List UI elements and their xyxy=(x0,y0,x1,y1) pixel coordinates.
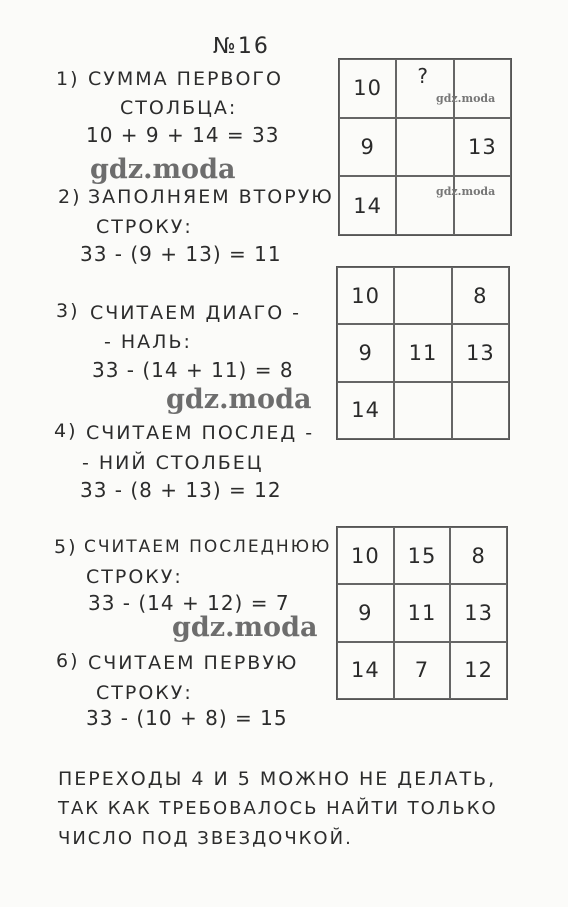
grid-1-cell-r1c2 xyxy=(396,59,453,118)
step-6-formula: 33 - (10 + 8) = 15 xyxy=(86,706,288,730)
step-1-formula: 10 + 9 + 14 = 33 xyxy=(86,123,280,147)
step-6-line-1: СЧИТАЕМ ПЕРВУЮ xyxy=(88,652,299,674)
grid-3-cell-r2c1: 9 xyxy=(337,584,394,641)
grid-3-cell-r2c2: 11 xyxy=(394,584,451,641)
watermark: gdz.moda xyxy=(436,185,496,198)
step-4-line-2: - НИЙ СТОЛБЕЦ xyxy=(82,452,264,474)
grid-3-cell-r1c1: 10 xyxy=(337,527,394,584)
grid-2-cell-r2c3: 13 xyxy=(452,324,509,381)
grid-2-cell-r3c2 xyxy=(394,382,451,439)
grid-3-cell-r3c2: 7 xyxy=(394,642,451,699)
grid-1-cell-r1c1: 10 xyxy=(339,59,396,118)
grid-3-cell-r3c1: 14 xyxy=(337,642,394,699)
grid-2-cell-r3c3 xyxy=(452,382,509,439)
grid-3-cell-r3c3: 12 xyxy=(450,642,507,699)
note-line-3: ЧИСЛО ПОД ЗВЕЗДОЧКОЙ. xyxy=(58,828,353,849)
grid-3-cell-r1c3: 8 xyxy=(450,527,507,584)
note-line-1: ПЕРЕХОДЫ 4 И 5 МОЖНО НЕ ДЕЛАТЬ, xyxy=(58,768,497,790)
grid-1-cell-r2c2 xyxy=(396,118,453,177)
step-2-marker: 2) xyxy=(58,186,82,208)
grid-3-cell-r2c3: 13 xyxy=(450,584,507,641)
grid-2-cell-r1c1: 10 xyxy=(337,267,394,324)
step-1-line-2: СТОЛБЦА: xyxy=(120,97,238,119)
step-4-line-1: СЧИТАЕМ ПОСЛЕД - xyxy=(86,422,315,444)
magic-square-final xyxy=(336,526,508,700)
step-3-marker: 3) xyxy=(56,300,80,322)
step-1-marker: 1) xyxy=(56,68,80,90)
grid-2-cell-r3c1: 14 xyxy=(337,382,394,439)
grid-3-cell-r1c2: 15 xyxy=(394,527,451,584)
step-2-formula: 33 - (9 + 13) = 11 xyxy=(80,242,282,266)
step-2-line-1: ЗАПОЛНЯЕМ ВТОРУЮ xyxy=(88,186,334,208)
grid-2-cell-r2c1: 9 xyxy=(337,324,394,381)
step-6-marker: 6) xyxy=(56,650,80,672)
step-3-line-2: - НАЛЬ: xyxy=(104,331,192,353)
grid-2-cell-r2c2: 11 xyxy=(394,324,451,381)
grid-1-cell-r2c1: 9 xyxy=(339,118,396,177)
step-5-line-1: СЧИТАЕМ ПОСЛЕДНЮЮ xyxy=(84,537,332,557)
grid-2-cell-r1c3: 8 xyxy=(452,267,509,324)
watermark: gdz.moda xyxy=(166,384,312,415)
step-5-line-2: СТРОКУ: xyxy=(86,566,183,588)
step-1-line-1: СУММА ПЕРВОГО xyxy=(88,68,283,90)
grid-1-cell-r1c3 xyxy=(454,59,511,118)
step-2-line-2: СТРОКУ: xyxy=(96,216,193,238)
watermark: gdz.moda xyxy=(436,92,496,105)
step-5-marker: 5) xyxy=(54,536,78,558)
step-5-formula: 33 - (14 + 12) = 7 xyxy=(88,591,290,615)
question-mark: ? xyxy=(417,64,429,88)
step-6-line-2: СТРОКУ: xyxy=(96,682,193,704)
step-4-marker: 4) xyxy=(54,420,78,442)
watermark: gdz.moda xyxy=(90,154,236,185)
grid-1-cell-r2c3: 13 xyxy=(454,118,511,177)
magic-square-step-1 xyxy=(338,58,512,236)
page-title: №16 xyxy=(213,34,270,59)
grid-1-cell-r3c1: 14 xyxy=(339,176,396,235)
step-3-line-1: СЧИТАЕМ ДИАГО - xyxy=(90,302,302,324)
grid-2-cell-r1c2 xyxy=(394,267,451,324)
watermark: gdz.moda xyxy=(172,612,318,643)
note-line-2: ТАК КАК ТРЕБОВАЛОСЬ НАЙТИ ТОЛЬКО xyxy=(58,798,498,819)
magic-square-step-3 xyxy=(336,266,510,440)
step-4-formula: 33 - (8 + 13) = 12 xyxy=(80,478,282,502)
step-3-formula: 33 - (14 + 11) = 8 xyxy=(92,358,294,382)
